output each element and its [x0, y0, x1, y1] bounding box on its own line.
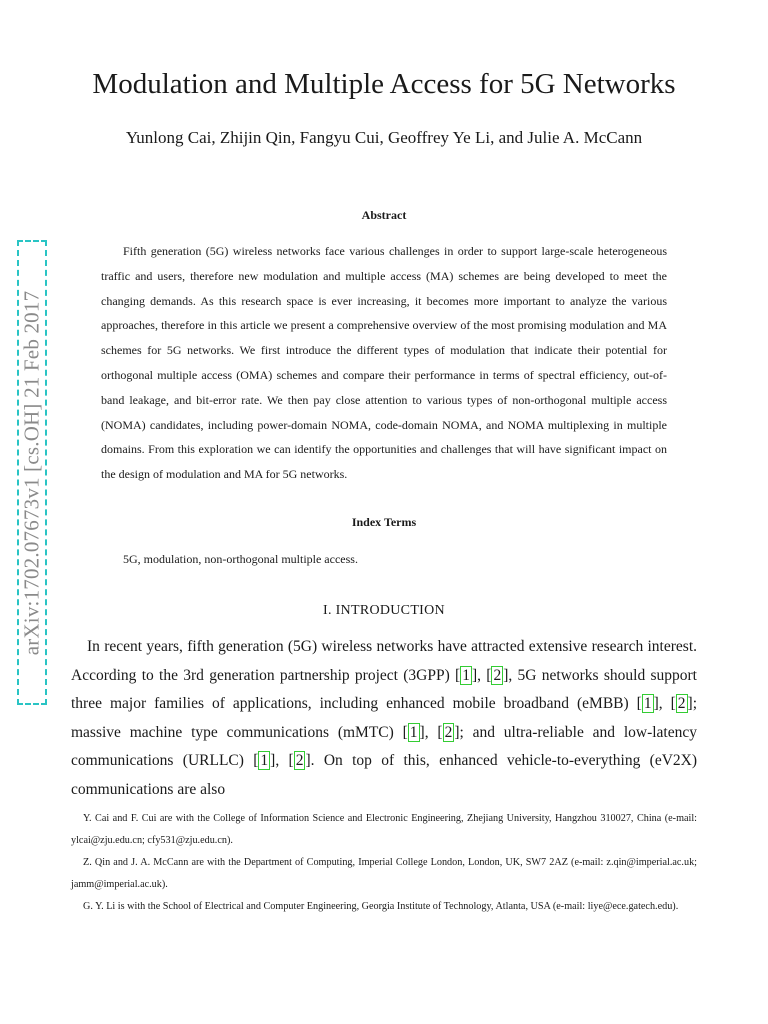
- intro-text: ; and ultra-reliable and low-latency communications (URLLC): [71, 723, 697, 769]
- intro-text: , 5G networks should support three major families of applications, including enhanced mobile broadband (eMBB): [71, 666, 697, 712]
- author-list: Yunlong Cai, Zhijin Qin, Fangyu Cui, Geoffrey Ye Li, and Julie A. McCann: [125, 128, 643, 147]
- arxiv-stamp[interactable]: [17, 240, 47, 705]
- intro-paragraph: In recent years, fifth generation (5G) wireless networks have attracted extensive research interest. According to the 3rd generation partnership project (3GPP) [ 1 ], [ 2 ], 5G networks should support three major families of applications, including enhanced mobile broadband (eMBB) [ 1 ], [ 2 ]; massive machine type communications (mMTC) [ 1 ], [ 2 ]; and ultra-reliable and low-latency communications (URLLC) [ 1 ], [ 2 ]. On top of this, enhanced vehicle-to-everything (eV2X) communications are also: [71, 638, 697, 798]
- footnote: Y. Cai and F. Cui are with the College of Information Science and Electronic Engineering, Zhejiang University, Hangzhou 310027, China (e-mail: ylcai@zju.edu.cn; cfy531@zju.edu.cn).: [71, 813, 697, 846]
- index-terms-text: 5G, modulation, non-orthogonal multiple access.: [123, 552, 358, 566]
- citation-link[interactable]: 1: [409, 723, 418, 741]
- citation-link[interactable]: 2: [295, 752, 304, 769]
- citation-link[interactable]: 2: [493, 666, 502, 684]
- citation-link[interactable]: 1: [643, 695, 652, 712]
- citation-link[interactable]: 1: [260, 752, 269, 769]
- citation-link[interactable]: 2: [677, 695, 686, 712]
- intro-text: In recent years, fifth generation (5G) wireless networks have attracted extensive research interest. According to the 3rd generation partnership project (3GPP): [71, 638, 697, 684]
- footnote: G. Y. Li is with the School of Electrical and Computer Engineering, Georgia Institute of Technology, Atlanta, USA (e-mail: liye@ece.gatech.edu).: [83, 901, 679, 912]
- intro-text: . On top of this, enhanced vehicle-to-everything (eV2X) communications are also: [71, 752, 697, 798]
- intro-text: ,: [275, 752, 280, 769]
- intro-text: ; massive machine type communications (mMTC): [71, 695, 697, 741]
- footnotes: [71, 808, 697, 918]
- abstract-heading: Abstract: [361, 208, 407, 222]
- intro-text: ,: [424, 723, 429, 741]
- section-heading: I. INTRODUCTION: [323, 603, 445, 618]
- index-terms-heading: Index Terms: [351, 515, 417, 529]
- paper-title: Modulation and Multiple Access for 5G Networks: [92, 68, 676, 100]
- intro-text: ,: [477, 666, 481, 684]
- arxiv-id: arXiv:1702.07673v1 [cs.OH] 21 Feb 2017: [19, 290, 44, 655]
- abstract-text: Fifth generation (5G) wireless networks face various challenges in order to support large-scale heterogeneous traffic and users, therefore new modulation and multiple access (MA) schemes are being developed to meet the changing demands. As this research space is ever increasing, it becomes more important to analyze the various approaches, therefore in this article we present a comprehensive overview of the most promising modulation and MA schemes for 5G networks. We first introduce the different types of modulation that indicate their potential for orthogonal multiple access (OMA) schemes and compare their performance in terms of spectral efficiency, out-of-band leakage, and bit-error rate. We then pay close attention to various types of non-orthogonal multiple access (NOMA) candidates, including power-domain NOMA, code-domain NOMA, and NOMA multiplexing in multiple domains. From this exploration we can identify the opportunities and challenges that will have significant impact on the design of modulation and MA for 5G networks.: [101, 244, 667, 482]
- citation-link[interactable]: 2: [444, 723, 453, 741]
- footnote: Z. Qin and J. A. McCann are with the Department of Computing, Imperial College London, London, UK, SW7 2AZ (e-mail: z.qin@imperial.ac.uk; jamm@imperial.ac.uk).: [71, 857, 697, 890]
- intro-text: ,: [658, 695, 663, 712]
- citation-link[interactable]: 1: [462, 666, 470, 684]
